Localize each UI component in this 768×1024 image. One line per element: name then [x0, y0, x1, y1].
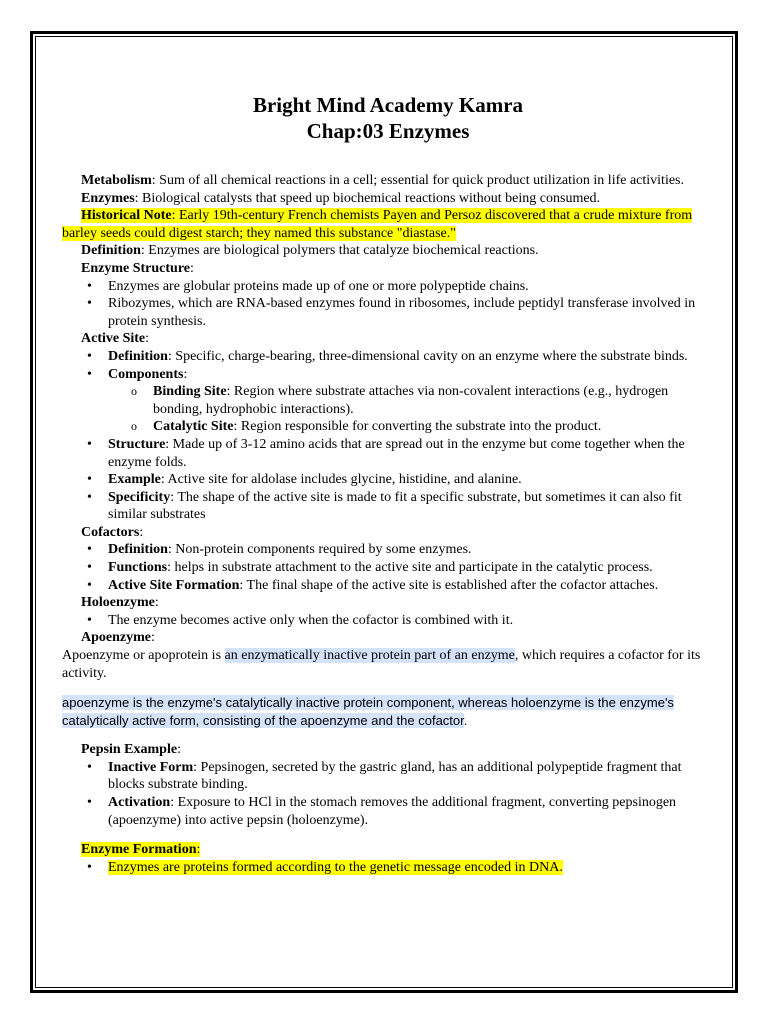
apoenzyme-title: Apoenzyme [81, 630, 151, 646]
list-item [62, 436, 714, 471]
cofactors-list [62, 541, 714, 594]
paragraph-gap [62, 829, 714, 841]
enzymes-paragraph [62, 190, 714, 208]
colon: : [190, 260, 194, 276]
historical-note-highlight [62, 208, 692, 241]
colon: : [196, 842, 201, 858]
historical-note-text: : Early 19th-century French chemists Payen and Persoz discovered that a crude mixture from barley seeds could digest starch; they named this substance "diastase." [62, 208, 693, 241]
activation-term: Activation [108, 795, 171, 810]
colon: : [151, 630, 155, 646]
enzymes-term: Enzymes [81, 190, 135, 206]
metabolism-paragraph [62, 172, 714, 190]
cofactors-heading [62, 524, 714, 542]
list-item [62, 471, 714, 489]
example-term: Example [108, 472, 161, 488]
colon: : [183, 366, 188, 382]
list-item [62, 759, 714, 794]
catalytic-site-text: : Region responsible for converting the substrate into the product. [233, 419, 602, 435]
definition-term: Definition [81, 243, 141, 259]
binding-site-term: Binding Site [153, 384, 227, 400]
list-item: • Ribozymes, which are RNA-based enzymes found in ribosomes, include peptidyl transferase involved in protein synthesis. [62, 295, 714, 330]
list-item [62, 859, 714, 877]
apoenzyme-note-highlight: apoenzyme is the enzyme's catalytically inactive protein component, whereas holoenzyme is the enzyme's catalytically active form, consisting of the apoenzyme and the cofactor [62, 695, 674, 728]
pepsin-heading [62, 741, 714, 759]
list-item [62, 541, 714, 559]
apoenzyme-paragraph [62, 647, 714, 682]
metabolism-text: : Sum of all chemical reactions in a cell; essential for quick product utilization in life activities. [151, 173, 684, 188]
active-site-definition-term: Definition [108, 348, 168, 364]
holoenzyme-heading [62, 594, 714, 612]
inactive-form-term: Inactive Form [108, 759, 194, 775]
active-site-list-continued [62, 436, 714, 524]
enzyme-formation-list [62, 859, 714, 877]
colon: : [139, 524, 144, 540]
structure-term: Structure [108, 436, 166, 452]
structure-text: : Made up of 3-12 amino acids that are spread out in the enzyme but come together when the enzyme folds. [108, 436, 685, 470]
colon: : [145, 331, 150, 347]
enzyme-formation-highlight [81, 842, 200, 857]
active-site-title: Active Site [81, 331, 146, 347]
pepsin-title: Pepsin Example [81, 742, 178, 758]
enzyme-formation-heading [62, 841, 714, 859]
functions-term: Functions [108, 560, 168, 576]
list-item [62, 794, 714, 829]
definition-paragraph [62, 242, 714, 260]
enzymes-text: : Biological catalysts that speed up biochemical reactions without being consumed. [134, 190, 601, 206]
historical-note-term: Historical Note [81, 208, 172, 224]
cofactor-definition-term: Definition [108, 542, 168, 558]
apoenzyme-text-end: , which requires a cofactor for its activity. [62, 648, 701, 681]
apoenzyme-text-start: Apoenzyme or apoprotein is [62, 648, 225, 664]
active-site-formation-term: Active Site Formation [108, 577, 240, 593]
sublist-item [62, 383, 714, 418]
list-item: • Enzymes are globular proteins made up of one or more polypeptide chains. [62, 278, 714, 296]
activation-text: : Exposure to HCl in the stomach removes the additional fragment, converting pepsinogen (apoenzyme) into active pepsin (holoenzyme). [108, 795, 677, 828]
apoenzyme-note [62, 694, 714, 729]
apoenzyme-heading [62, 629, 714, 647]
enzyme-structure-list [62, 278, 714, 331]
document-body [62, 92, 714, 876]
metabolism-term: Metabolism [81, 173, 152, 188]
active-site-formation-text: : The final shape of the active site is established after the cofactor attaches. [239, 577, 659, 593]
active-site-list [62, 348, 714, 383]
catalytic-site-term: Catalytic Site [153, 419, 234, 435]
paragraph-gap [62, 682, 714, 694]
enzyme-formation-item-highlight: Enzymes are proteins formed according to the genetic message encoded in DNA. [108, 859, 563, 875]
paragraph-gap [62, 729, 714, 741]
colon: : [177, 742, 181, 758]
colon: : [154, 595, 159, 611]
definition-text: : Enzymes are biological polymers that catalyze biochemical reactions. [140, 243, 539, 259]
title-line-2: Chap:03 Enzymes [306, 119, 470, 143]
historical-note-paragraph [62, 207, 714, 242]
document-title [62, 92, 714, 144]
list-item [62, 366, 714, 384]
pepsin-list [62, 759, 714, 829]
inactive-form-text: : Pepsinogen, secreted by the gastric gland, has an additional polypeptide fragment that blocks substrate binding. [108, 759, 682, 793]
active-site-heading [62, 330, 714, 348]
apoenzyme-note-end: . [463, 712, 468, 728]
binding-site-text: : Region where substrate attaches via non-covalent interactions (e.g., hydrogen bonding, hydrophobic interactions). [153, 384, 669, 417]
title-line-1: Bright Mind Academy Kamra [252, 93, 524, 117]
list-item [62, 559, 714, 577]
functions-text: : helps in substrate attachment to the active site and participate in the catalytic process. [167, 560, 653, 576]
specificity-text: : The shape of the active site is made to fit a specific substrate, but sometimes it can also fit similar substrates [108, 489, 682, 523]
title-spacer [62, 144, 714, 172]
list-item [62, 348, 714, 366]
cofactors-title: Cofactors [81, 524, 140, 540]
enzyme-structure-title: Enzyme Structure [81, 260, 190, 276]
holoenzyme-title: Holoenzyme [81, 595, 155, 611]
sublist-item [62, 418, 714, 436]
enzyme-formation-title: Enzyme Formation [81, 842, 197, 858]
components-term: Components [108, 366, 184, 382]
list-item [62, 577, 714, 595]
example-text: : Active site for aldolase includes glycine, histidine, and alanine. [160, 472, 522, 488]
specificity-term: Specificity [108, 489, 171, 505]
active-site-definition-text: : Specific, charge-bearing, three-dimensional cavity on an enzyme where the substrate binds. [167, 348, 688, 364]
enzyme-structure-heading [62, 260, 714, 278]
cofactor-definition-text: : Non-protein components required by some enzymes. [167, 542, 472, 558]
list-item [62, 489, 714, 524]
list-item: • The enzyme becomes active only when the cofactor is combined with it. [62, 612, 714, 630]
apoenzyme-highlight: an enzymatically inactive protein part of an enzyme [224, 648, 515, 664]
holoenzyme-list [62, 612, 714, 630]
components-sublist [62, 383, 714, 436]
